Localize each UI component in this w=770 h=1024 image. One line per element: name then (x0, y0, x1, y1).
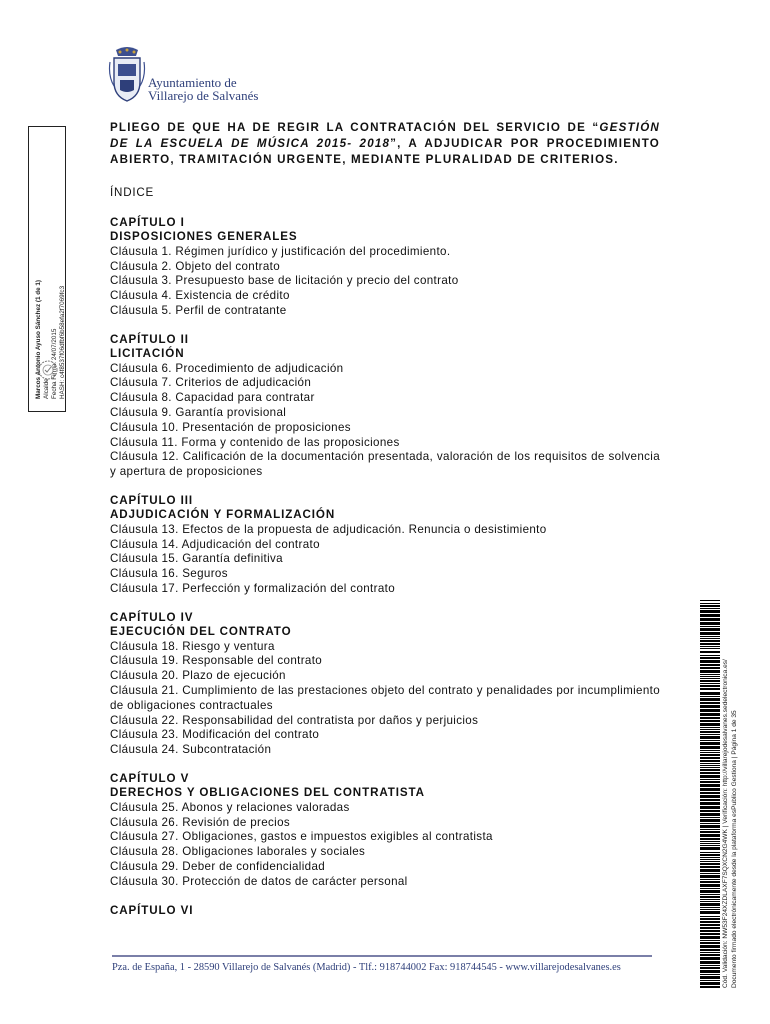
barcode-bar (700, 729, 720, 730)
barcode-bar (700, 829, 720, 830)
barcode-bar (700, 873, 720, 874)
verification-text (722, 598, 739, 988)
barcode-bar (700, 974, 720, 975)
barcode-bar (700, 903, 720, 906)
barcode-bar (700, 734, 720, 735)
barcode-bar (700, 731, 720, 733)
signature-stamp-icon (37, 359, 59, 381)
clause-item: Cláusula 19. Responsable del contrato (110, 654, 323, 668)
barcode-bar (700, 949, 720, 951)
clause-item: Cláusula 7. Criterios de adjudicación (110, 376, 312, 390)
clause-item: Cláusula 28. Obligaciones laborales y sociales (110, 845, 366, 859)
clause-item: Cláusula 6. Procedimiento de adjudicación (110, 361, 344, 375)
title-service-name: GESTIÓN DE LA ESCUELA DE MÚSICA 2015- 2018 (110, 121, 660, 150)
barcode-bar (700, 863, 720, 865)
clause-item: Cláusula 5. Perfil de contratante (110, 304, 287, 317)
barcode-bar (700, 899, 720, 900)
clause-item: Cláusula 10. Presentación de proposiciones (110, 420, 351, 434)
barcode-bar (700, 857, 720, 858)
barcode-bar (700, 683, 720, 684)
barcode-bar (700, 713, 720, 716)
barcode-bar (700, 605, 720, 607)
barcode-bar (700, 813, 720, 816)
barcode-bar (700, 930, 720, 932)
barcode-bar (700, 702, 720, 704)
clause-item: Cláusula 13. Efectos de la propuesta de adjudicación. Renuncia o desistimiento (110, 522, 547, 536)
title-suffix: ”, A ADJUDICAR POR PROCEDIMIENTO ABIERTO, TRAMITACIÓN URGENTE, MEDIANTE PLURALIDAD DE CRITERIOS. (110, 137, 660, 166)
chapters-list (110, 216, 660, 918)
barcode-bar (700, 884, 720, 887)
chapter-title: DISPOSICIONES GENERALES (110, 230, 298, 244)
chapter-section (110, 333, 660, 480)
barcode-bar (700, 799, 720, 801)
barcode-bar (700, 907, 720, 908)
barcode-bar (700, 746, 720, 749)
barcode-bar (700, 841, 720, 842)
clause-item: Cláusula 23. Modificación del contrato (110, 728, 320, 742)
clause-item: Cláusula 21. Cumplimiento de las prestaciones objeto del contrato y penalidades por incumplimiento de obligaciones contractuales (110, 683, 660, 712)
barcode-bar (700, 982, 720, 985)
clause-item: Cláusula 29. Deber de confidencialidad (110, 859, 326, 873)
clause-item: Cláusula 18. Riesgo y ventura (110, 639, 275, 653)
chapter-section (110, 904, 660, 918)
barcode-bar (700, 600, 720, 601)
barcode-bar (700, 970, 720, 973)
barcode-bar (700, 847, 720, 850)
chapter-title: ADJUDICACIÓN Y FORMALIZACIÓN (110, 508, 336, 522)
footer-address: Pza. de España, 1 - 28590 Villarejo de Salvanés (Madrid) - Tlf.: 918744002 Fax: 918744545 - www.villarejodesalvanes.es (112, 962, 621, 973)
barcode-bar (700, 692, 720, 695)
chapter-section (110, 494, 660, 597)
barcode-bar (700, 784, 720, 787)
clause-item: Cláusula 14. Adjudicación del contrato (110, 537, 320, 551)
barcode-bar (700, 643, 720, 645)
barcode-bar (700, 664, 720, 666)
barcode-bar (700, 736, 720, 739)
barcode-bar (700, 698, 720, 701)
index-heading: ÍNDICE (110, 186, 155, 199)
barcode-bar (700, 688, 720, 690)
chapter-title: LICITACIÓN (110, 347, 185, 361)
barcode-bar (700, 854, 720, 856)
clause-item: Cláusula 20. Plazo de ejecución (110, 669, 286, 683)
title-prefix: PLIEGO DE QUE HA DE REGIR LA CONTRATACIÓN DEL SERVICIO DE “ (110, 121, 600, 134)
barcode-bar (700, 957, 720, 960)
barcode-bar (700, 806, 720, 809)
footer-divider (112, 955, 652, 957)
chapter-title: DERECHOS Y OBLIGACIONES DEL CONTRATISTA (110, 786, 425, 800)
signature-box (28, 126, 66, 412)
barcode-bar (700, 752, 720, 753)
barcode-bar (700, 720, 720, 722)
barcode-bar (700, 610, 720, 613)
clause-item: Cláusula 1. Régimen jurídico y justificación del procedimiento. (110, 244, 451, 258)
chapter-label: CAPÍTULO VI (110, 903, 194, 917)
barcode-bar (700, 769, 720, 771)
clause-item: Cláusula 15. Garantía definitiva (110, 552, 283, 566)
barcode-bar (700, 795, 720, 798)
barcode-bar (700, 767, 720, 768)
barcode-bar (700, 918, 720, 920)
barcode-bar (700, 954, 720, 956)
barcode-bar (700, 674, 720, 675)
clause-item: Cláusula 26. Revisión de precios (110, 815, 291, 829)
barcode-bar (700, 757, 720, 759)
barcode-bar (700, 916, 720, 917)
barcode-bar (700, 911, 720, 914)
barcode-bar (700, 890, 720, 893)
barcode-bar (700, 667, 720, 669)
clause-item: Cláusula 4. Existencia de crédito (110, 289, 290, 303)
clause-item: Cláusula 22. Responsabilidad del contratista por daños y perjuicios (110, 713, 479, 727)
signer-name: Marcos Antonio Ayuso Sánchez (1 de 1) (35, 280, 42, 399)
municipal-logo (108, 46, 308, 106)
signer-role: Alcalde (43, 378, 50, 399)
barcode-icon (700, 600, 720, 988)
barcode-bar (700, 976, 720, 979)
barcode-bar (700, 843, 720, 844)
verification-note: Documento firmado electrónicamente desde la plataforma esPublico Gestiona | Página 1 de 35 (730, 710, 738, 988)
barcode-bar (700, 750, 720, 751)
barcode-bar (700, 879, 720, 880)
barcode-bar (700, 685, 720, 687)
barcode-bar (700, 727, 720, 728)
barcode-bar (700, 618, 720, 621)
barcode-bar (700, 896, 720, 898)
chapter-section (110, 216, 660, 319)
chapter-section (110, 772, 660, 890)
barcode-bar (700, 845, 720, 846)
barcode-bar (700, 901, 720, 902)
barcode-bar (700, 742, 720, 745)
chapter-label: CAPÍTULO I (110, 216, 185, 229)
barcode-bar (700, 651, 720, 653)
barcode-bar (700, 881, 720, 883)
barcode-bar (700, 817, 720, 818)
clause-item: Cláusula 2. Objeto del contrato (110, 259, 281, 273)
barcode-bar (700, 961, 720, 964)
barcode-bar (700, 772, 720, 774)
verification-code[interactable]: Cód. Validación: NW53F24XZDLAXF7SQXCN2G4WK | Verificación: http://villarejodesalvanes.sedelectronica.es/ (722, 659, 729, 988)
barcode-bar (700, 636, 720, 637)
barcode-bar (700, 717, 720, 719)
barcode-bar (700, 825, 720, 828)
org-name-line2: Villarejo de Salvanés (148, 88, 259, 103)
barcode-bar (700, 626, 720, 627)
signature-hash: HASH: c4f8537f06dfbf6b58efa2f7069fc3 (59, 285, 66, 399)
barcode-bar (700, 779, 720, 780)
barcode-bar (700, 696, 720, 697)
clause-item: Cláusula 3. Presupuesto base de licitación y precio del contrato (110, 274, 459, 288)
barcode-bar (700, 705, 720, 708)
barcode-bar (700, 760, 720, 762)
barcode-bar (700, 608, 720, 609)
barcode-bar (700, 852, 720, 853)
chapter-label: CAPÍTULO III (110, 493, 193, 507)
barcode-bar (700, 670, 720, 673)
document-title (110, 120, 660, 168)
barcode-bar (700, 921, 720, 923)
chapter-section (110, 611, 660, 758)
barcode-bar (700, 936, 720, 939)
clause-item: Cláusula 12. Calificación de la documentación presentada, valoración de los requisitos de solvencia y apertura de proposiciones (110, 450, 660, 479)
barcode-bar (700, 980, 720, 981)
barcode-bar (700, 754, 720, 756)
barcode-bar (700, 838, 720, 840)
chapter-label: CAPÍTULO V (110, 771, 190, 785)
barcode-bar (700, 942, 720, 944)
barcode-bar (700, 640, 720, 642)
barcode-bar (700, 831, 720, 833)
barcode-bar (700, 859, 720, 860)
barcode-bar (700, 638, 720, 639)
signature-date: Fecha Firma: 24/07/2015 (51, 328, 58, 399)
barcode-bar (700, 940, 720, 941)
barcode-bar (700, 894, 720, 895)
barcode-bar (700, 933, 720, 935)
org-name (148, 76, 258, 102)
clause-item: Cláusula 8. Capacidad para contratar (110, 391, 315, 405)
barcode-bar (700, 802, 720, 805)
barcode-bar (700, 861, 720, 862)
barcode-bar (700, 869, 720, 872)
org-name-line1: Ayuntamiento de (148, 75, 237, 90)
barcode-bar (700, 888, 720, 889)
barcode-bar (700, 648, 720, 649)
barcode-bar (700, 646, 720, 647)
barcode-bar (700, 792, 720, 794)
barcode-bar (700, 628, 720, 631)
barcode-bar (700, 676, 720, 677)
barcode-bar (700, 909, 720, 910)
clause-item: Cláusula 27. Obligaciones, gastos e impuestos exigibles al contratista (110, 830, 493, 844)
clause-item: Cláusula 24. Subcontratación (110, 743, 272, 757)
barcode-bar (700, 945, 720, 948)
barcode-bar (700, 924, 720, 926)
barcode-bar (700, 986, 720, 988)
barcode-bar (700, 678, 720, 679)
verification-block (700, 600, 760, 1000)
barcode-bar (700, 781, 720, 783)
clause-item: Cláusula 17. Perfección y formalización del contrato (110, 581, 395, 595)
barcode-bar (700, 655, 720, 656)
barcode-bar (700, 765, 720, 766)
barcode-bar (700, 603, 720, 604)
barcode-bar (700, 775, 720, 778)
chapter-title: EJECUCIÓN DEL CONTRATO (110, 625, 292, 639)
barcode-bar (700, 823, 720, 824)
barcode-bar (700, 763, 720, 764)
document-body (110, 120, 660, 918)
barcode-bar (700, 740, 720, 741)
barcode-bar (700, 657, 720, 659)
barcode-bar (700, 614, 720, 617)
clause-item: Cláusula 11. Forma y contenido de las proposiciones (110, 435, 400, 449)
barcode-bar (700, 632, 720, 635)
chapter-label: CAPÍTULO II (110, 332, 189, 346)
barcode-bar (700, 819, 720, 822)
barcode-bar (700, 967, 720, 969)
coat-of-arms-icon (108, 46, 146, 104)
clause-item: Cláusula 9. Garantía provisional (110, 406, 287, 419)
barcode-bar (700, 927, 720, 929)
barcode-bar (700, 834, 720, 837)
barcode-bar (700, 622, 720, 625)
barcode-bar (700, 660, 720, 663)
barcode-bar (700, 965, 720, 966)
clause-item: Cláusula 30. Protección de datos de carácter personal (110, 874, 408, 888)
clause-item: Cláusula 25. Abonos y relaciones valoradas (110, 800, 350, 814)
barcode-bar (700, 875, 720, 878)
chapter-label: CAPÍTULO IV (110, 610, 194, 624)
barcode-bar (700, 810, 720, 812)
barcode-bar (700, 952, 720, 953)
clause-item: Cláusula 16. Seguros (110, 567, 228, 581)
barcode-bar (700, 788, 720, 791)
barcode-bar (700, 866, 720, 868)
barcode-bar (700, 723, 720, 726)
barcode-bar (700, 680, 720, 682)
barcode-bar (700, 709, 720, 712)
